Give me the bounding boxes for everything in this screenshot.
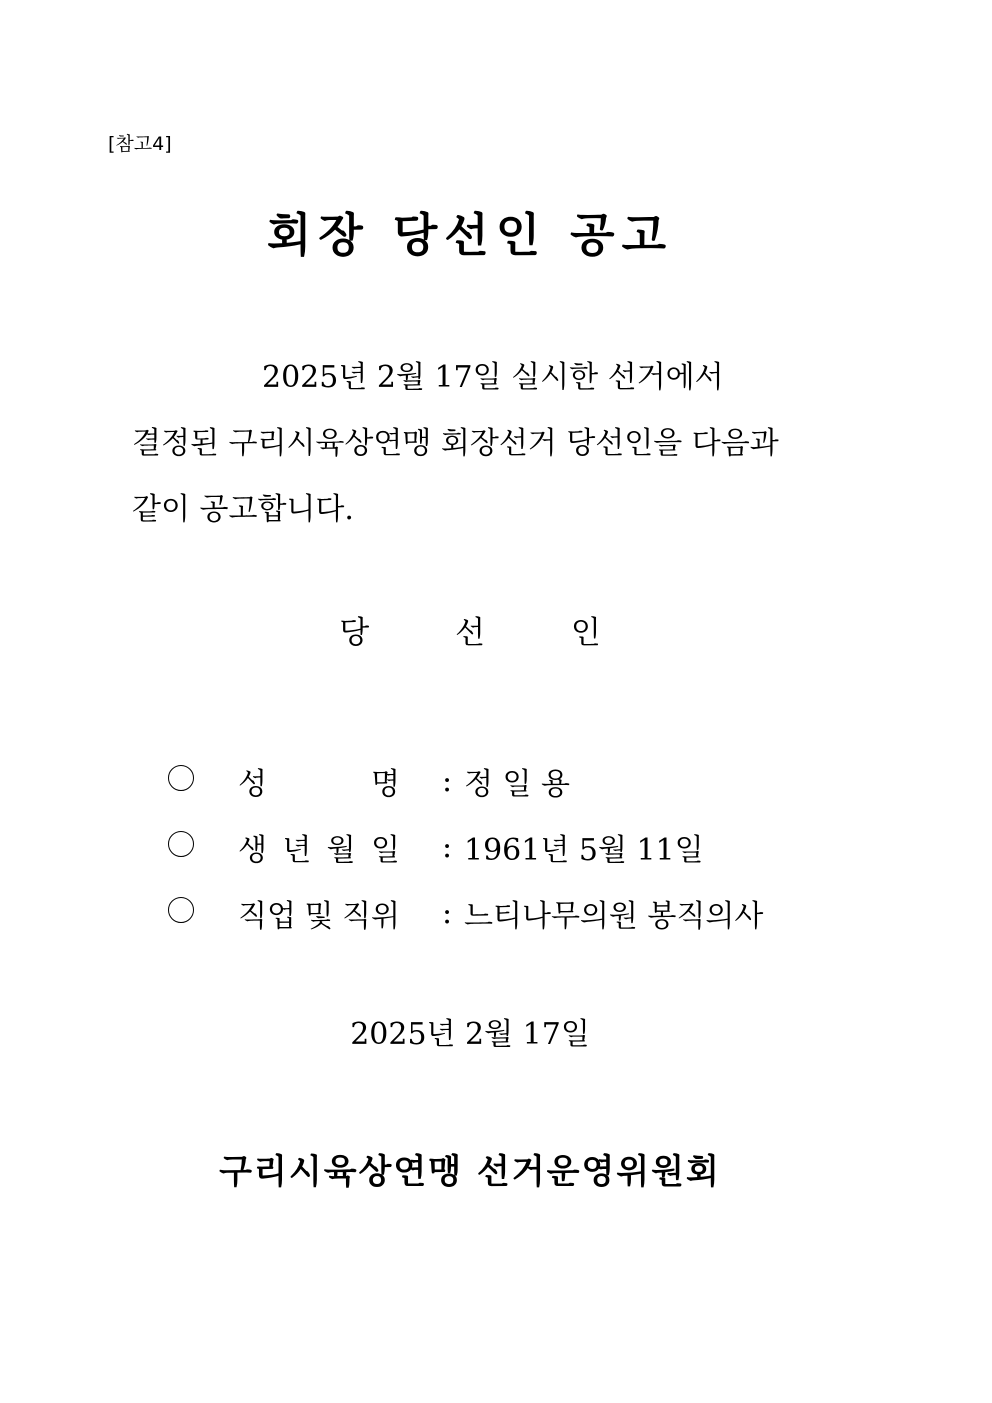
detail-label: 직업 및 직위 — [238, 899, 400, 934]
page-title: 회장 당선인 공고 — [266, 208, 674, 262]
announcement-line: 결정된 구리시육상연맹 회장선거 당선인을 다음과 — [132, 426, 779, 461]
announcement-line: 2025년 2월 17일 실시한 선거에서 — [262, 360, 724, 395]
circle-bullet-icon — [168, 831, 194, 857]
detail-value: 느티나무의원 봉직의사 — [464, 899, 764, 934]
detail-colon: : — [442, 829, 453, 865]
detail-colon: : — [442, 763, 453, 799]
announcement-line: 같이 공고합니다. — [132, 492, 354, 527]
detail-value: 정 일 용 — [464, 767, 571, 802]
detail-row-name — [168, 748, 908, 814]
announcement-body — [132, 345, 832, 543]
winner-details — [168, 748, 908, 946]
section-heading: 당 선 인 — [339, 615, 639, 651]
detail-colon: : — [442, 895, 453, 931]
reference-tag: [참고4] — [108, 133, 172, 155]
issuing-committee: 구리시육상연맹 선거운영위원회 — [219, 1152, 721, 1192]
circle-bullet-icon — [168, 765, 194, 791]
detail-row-occupation — [168, 880, 908, 946]
detail-label: 성 명 — [238, 767, 400, 802]
announcement-date: 2025년 2월 17일 — [350, 1017, 590, 1052]
detail-row-birthdate — [168, 814, 908, 880]
detail-label: 생 년 월 일 — [238, 833, 400, 868]
detail-value: 1961년 5월 11일 — [464, 833, 704, 868]
circle-bullet-icon — [168, 897, 194, 923]
